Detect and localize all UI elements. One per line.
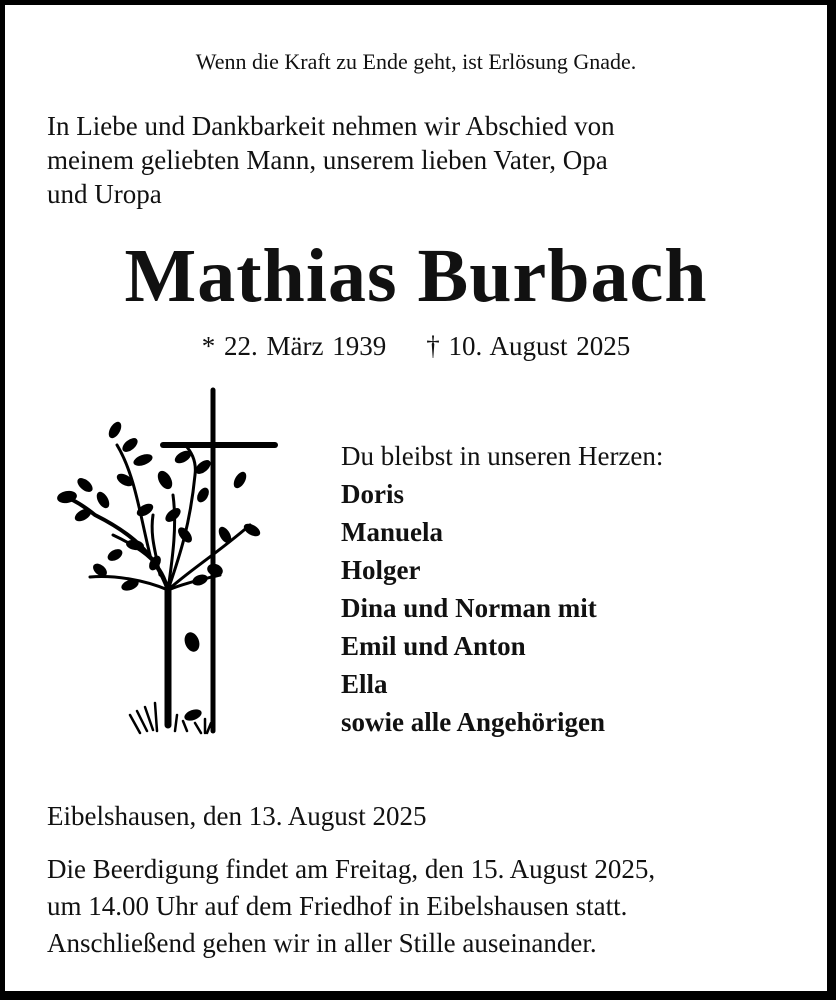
mourner-name: sowie alle Angehörigen: [341, 707, 605, 737]
mourner-name: Holger: [341, 555, 421, 585]
mourner-name: Dina und Norman mit: [341, 593, 597, 623]
funeral-line: Anschließend gehen wir in aller Stille auseinander.: [47, 928, 597, 958]
funeral-notice: [47, 851, 655, 962]
intro-line: und Uropa: [47, 179, 162, 209]
place-and-date: Eibelshausen, den 13. August 2025: [47, 801, 427, 831]
intro-text: [47, 109, 787, 211]
mourners-heading: Du bleibst in unseren Herzen:: [341, 441, 664, 471]
funeral-line: Die Beerdigung findet am Freitag, den 15. August 2025,: [47, 854, 656, 884]
death-date: † 10. August 2025: [426, 331, 631, 361]
mourner-name: Manuela: [341, 517, 444, 547]
mourners-list: [341, 437, 663, 741]
mourner-name: Doris: [341, 479, 404, 509]
intro-line: In Liebe und Dankbarkeit nehmen wir Abschied von: [47, 111, 615, 141]
motto: Wenn die Kraft zu Ende geht, ist Erlösung Gnade.: [195, 49, 637, 74]
obituary-card: [5, 5, 827, 991]
deceased-name: Mathias Burbach: [124, 234, 708, 318]
funeral-line: um 14.00 Uhr auf dem Friedhof in Eibelshausen statt.: [47, 891, 628, 921]
intro-line: meinem geliebten Mann, unserem lieben Vater, Opa: [47, 145, 608, 175]
life-dates: [5, 331, 827, 362]
tree-with-cross-icon: [55, 385, 285, 735]
mourner-name: Ella: [341, 669, 388, 699]
birth-date: * 22. März 1939: [201, 331, 387, 361]
mourner-name: Emil und Anton: [341, 631, 526, 661]
